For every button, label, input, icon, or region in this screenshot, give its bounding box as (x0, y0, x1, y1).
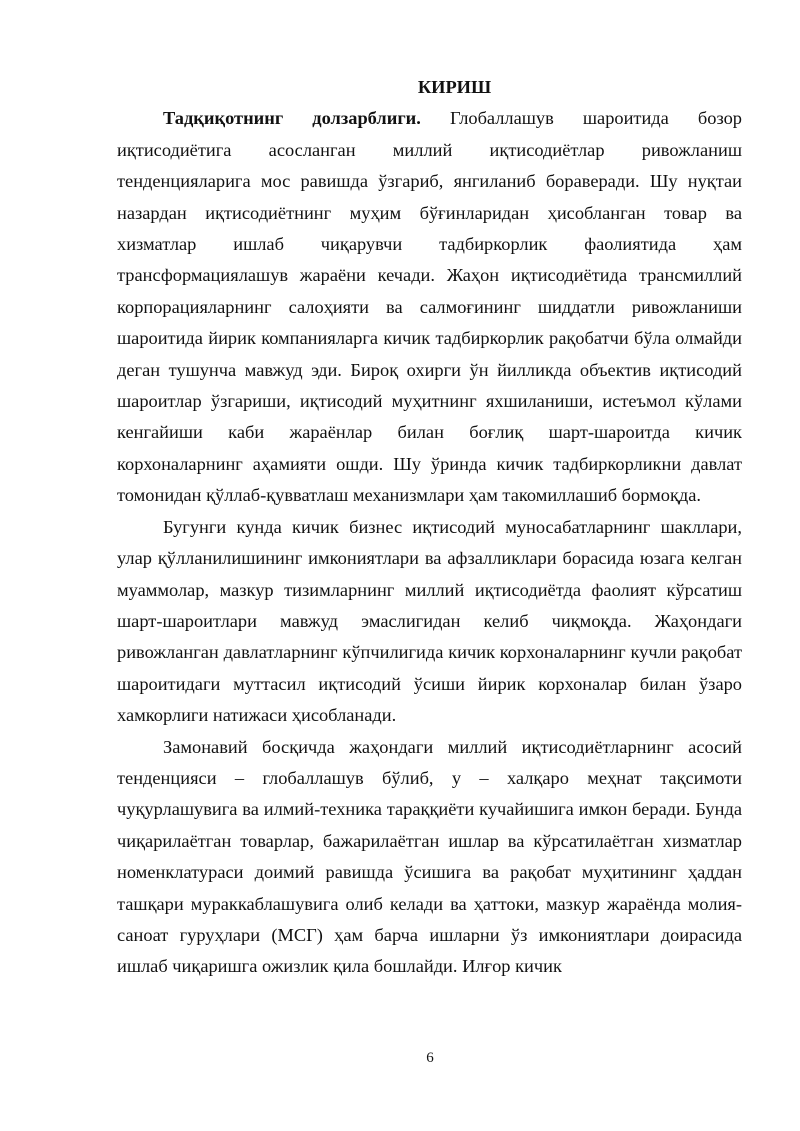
paragraph-2 (117, 512, 742, 732)
paragraph-text: Глобаллашув шароитида бозор иқтисодиётига асосланган миллий иқтисодиётлар ривожланиш тенденцияларига мос равишда ўзгариб, янгиланиб бораверади. Шу нуқтаи назардан иқтисодиётнинг муҳим бўғинларидан ҳисобланган товар ва хизматлар ишлаб чиқарувчи тадбиркорлик фаолиятида ҳам трансформациялашув жараёни кечади. Жаҳон иқтисодиётида трансмиллий корпорацияларнинг салоҳияти ва салмоғининг шиддатли ривожланиши шароитида йирик компанияларга кичик тадбиркорлик рақобатчи бўла олмайди деган тушунча мавжуд эди. Бироқ охирги ўн йилликда объектив иқтисодий шароитлар ўзгариши, иқтисодий муҳитнинг яхшиланиши, истеъмол кўлами кенгайиши каби жараёнлар билан боғлиқ шарт-шароитда кичик корхоналарнинг аҳамияти ошди. Шу ўринда кичик тадбиркорликни давлат томонидан қўллаб-қувватлаш механизмлари ҳам такомиллашиб бормоқда. (117, 108, 742, 506)
paragraph-text: Бугунги кунда кичик бизнес иқтисодий муносабатларнинг шакллари, улар қўлланилишининг имкониятлари ва афзалликлари борасида юзага келган муаммолар, мазкур тизимларнинг миллий иқтисодиётда фаолият кўрсатиш шарт-шароитлари мавжуд эмаслигидан келиб чиқмоқда. Жаҳондаги ривожланган давлатларнинг кўпчилигида кичик корхоналарнинг кучли рақобат шароитидаги муттасил иқтисодий ўсиши йирик корхоналар билан ўзаро хамкорлиги натижаси ҳисобланади. (117, 516, 742, 726)
paragraph-lead: Тадқиқотнинг долзарблиги. (163, 108, 421, 129)
paragraph-1 (117, 103, 742, 511)
paragraph-text: Замонавий босқичда жаҳондаги миллий иқтисодиётларнинг асосий тенденцияси – глобаллашув бўлиб, у – халқаро меҳнат тақсимоти чуқурлашувига ва илмий-техника тараққиёти кучайишига имкон беради. Бунда чиқарилаётган товарлар, бажарилаётган ишлар ва кўрсатилаётган хизматлар номенклатураси доимий равишда ўсишига ва рақобат муҳитининг ҳаддан ташқари мураккаблашувига олиб келади ва ҳаттоки, мазкур жараёнда молия-саноат гуруҳлари (МСГ) ҳам барча ишларни ўз имкониятлари доирасида ишлаб чиқаришга ожизлик қила бошлайди. Илғор кичик (117, 736, 742, 977)
document-body (117, 72, 742, 983)
paragraph-3 (117, 732, 742, 983)
section-heading: КИРИШ (417, 77, 492, 97)
page-number: 6 (426, 1050, 434, 1066)
